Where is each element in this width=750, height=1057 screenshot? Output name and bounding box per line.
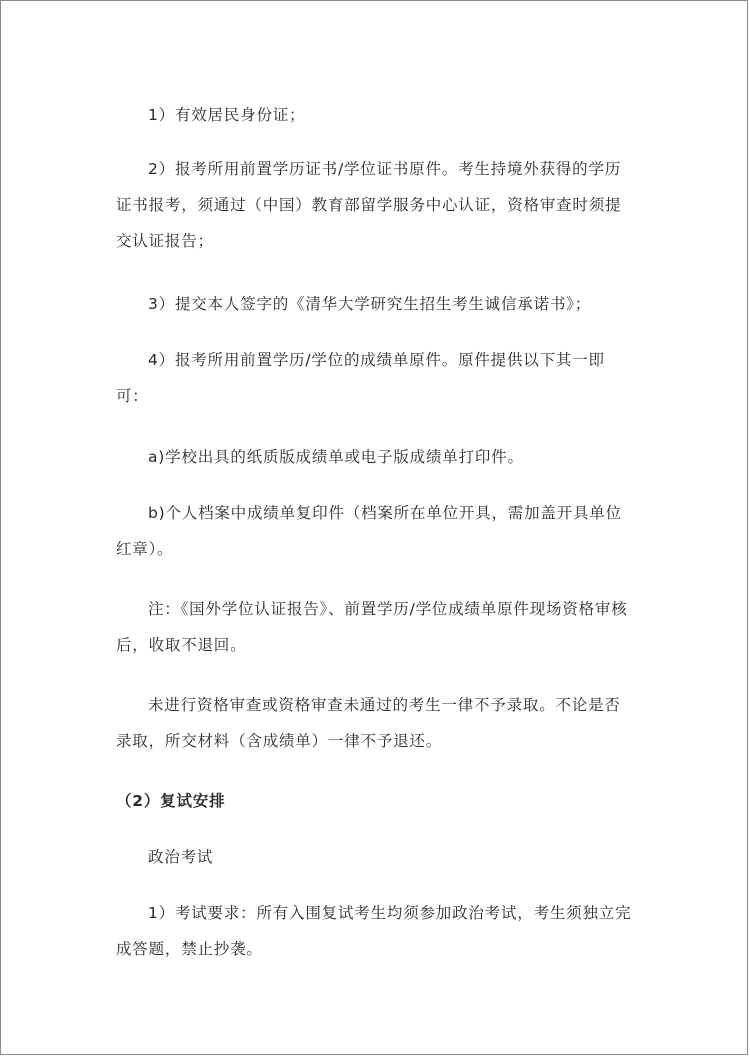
paragraph-note: 注：《国外学位认证报告》、前置学历/学位成绩单原件现场资格审核后，收取不退回。	[116, 600, 628, 654]
paragraph-admission-rule: 未进行资格审查或资格审查未通过的考生一律不予录取。不论是否录取，所交材料（含成绩单）一律不予退还。	[116, 696, 621, 750]
subsection-title: 政治考试	[148, 848, 214, 866]
paragraph-transcript: 4）报考所用前置学历/学位的成绩单原件。原件提供以下其一即可：	[116, 351, 605, 405]
paragraph-option-b: b)个人档案中成绩单复印件（档案所在单位开具，需加盖开具单位红章）。	[116, 504, 622, 558]
section-heading: （2）复试安排	[116, 792, 226, 810]
paragraph-exam-requirements: 1）考试要求：所有入围复试考生均须参加政治考试，考生须独立完成答题，禁止抄袭。	[116, 904, 632, 958]
paragraph-degree-certificate: 2）报考所用前置学历证书/学位证书原件。考生持境外获得的学历证书报考，须通过（中国）教育部留学服务中心认证，资格审查时须提交认证报告；	[116, 160, 622, 250]
paragraph-option-a: a)学校出具的纸质版成绩单或电子版成绩单打印件。	[148, 448, 524, 466]
paragraph-id-card: 1）有效居民身份证；	[148, 106, 306, 124]
paragraph-integrity-pledge: 3）提交本人签字的《清华大学研究生招生考生诚信承诺书》；	[148, 295, 592, 313]
